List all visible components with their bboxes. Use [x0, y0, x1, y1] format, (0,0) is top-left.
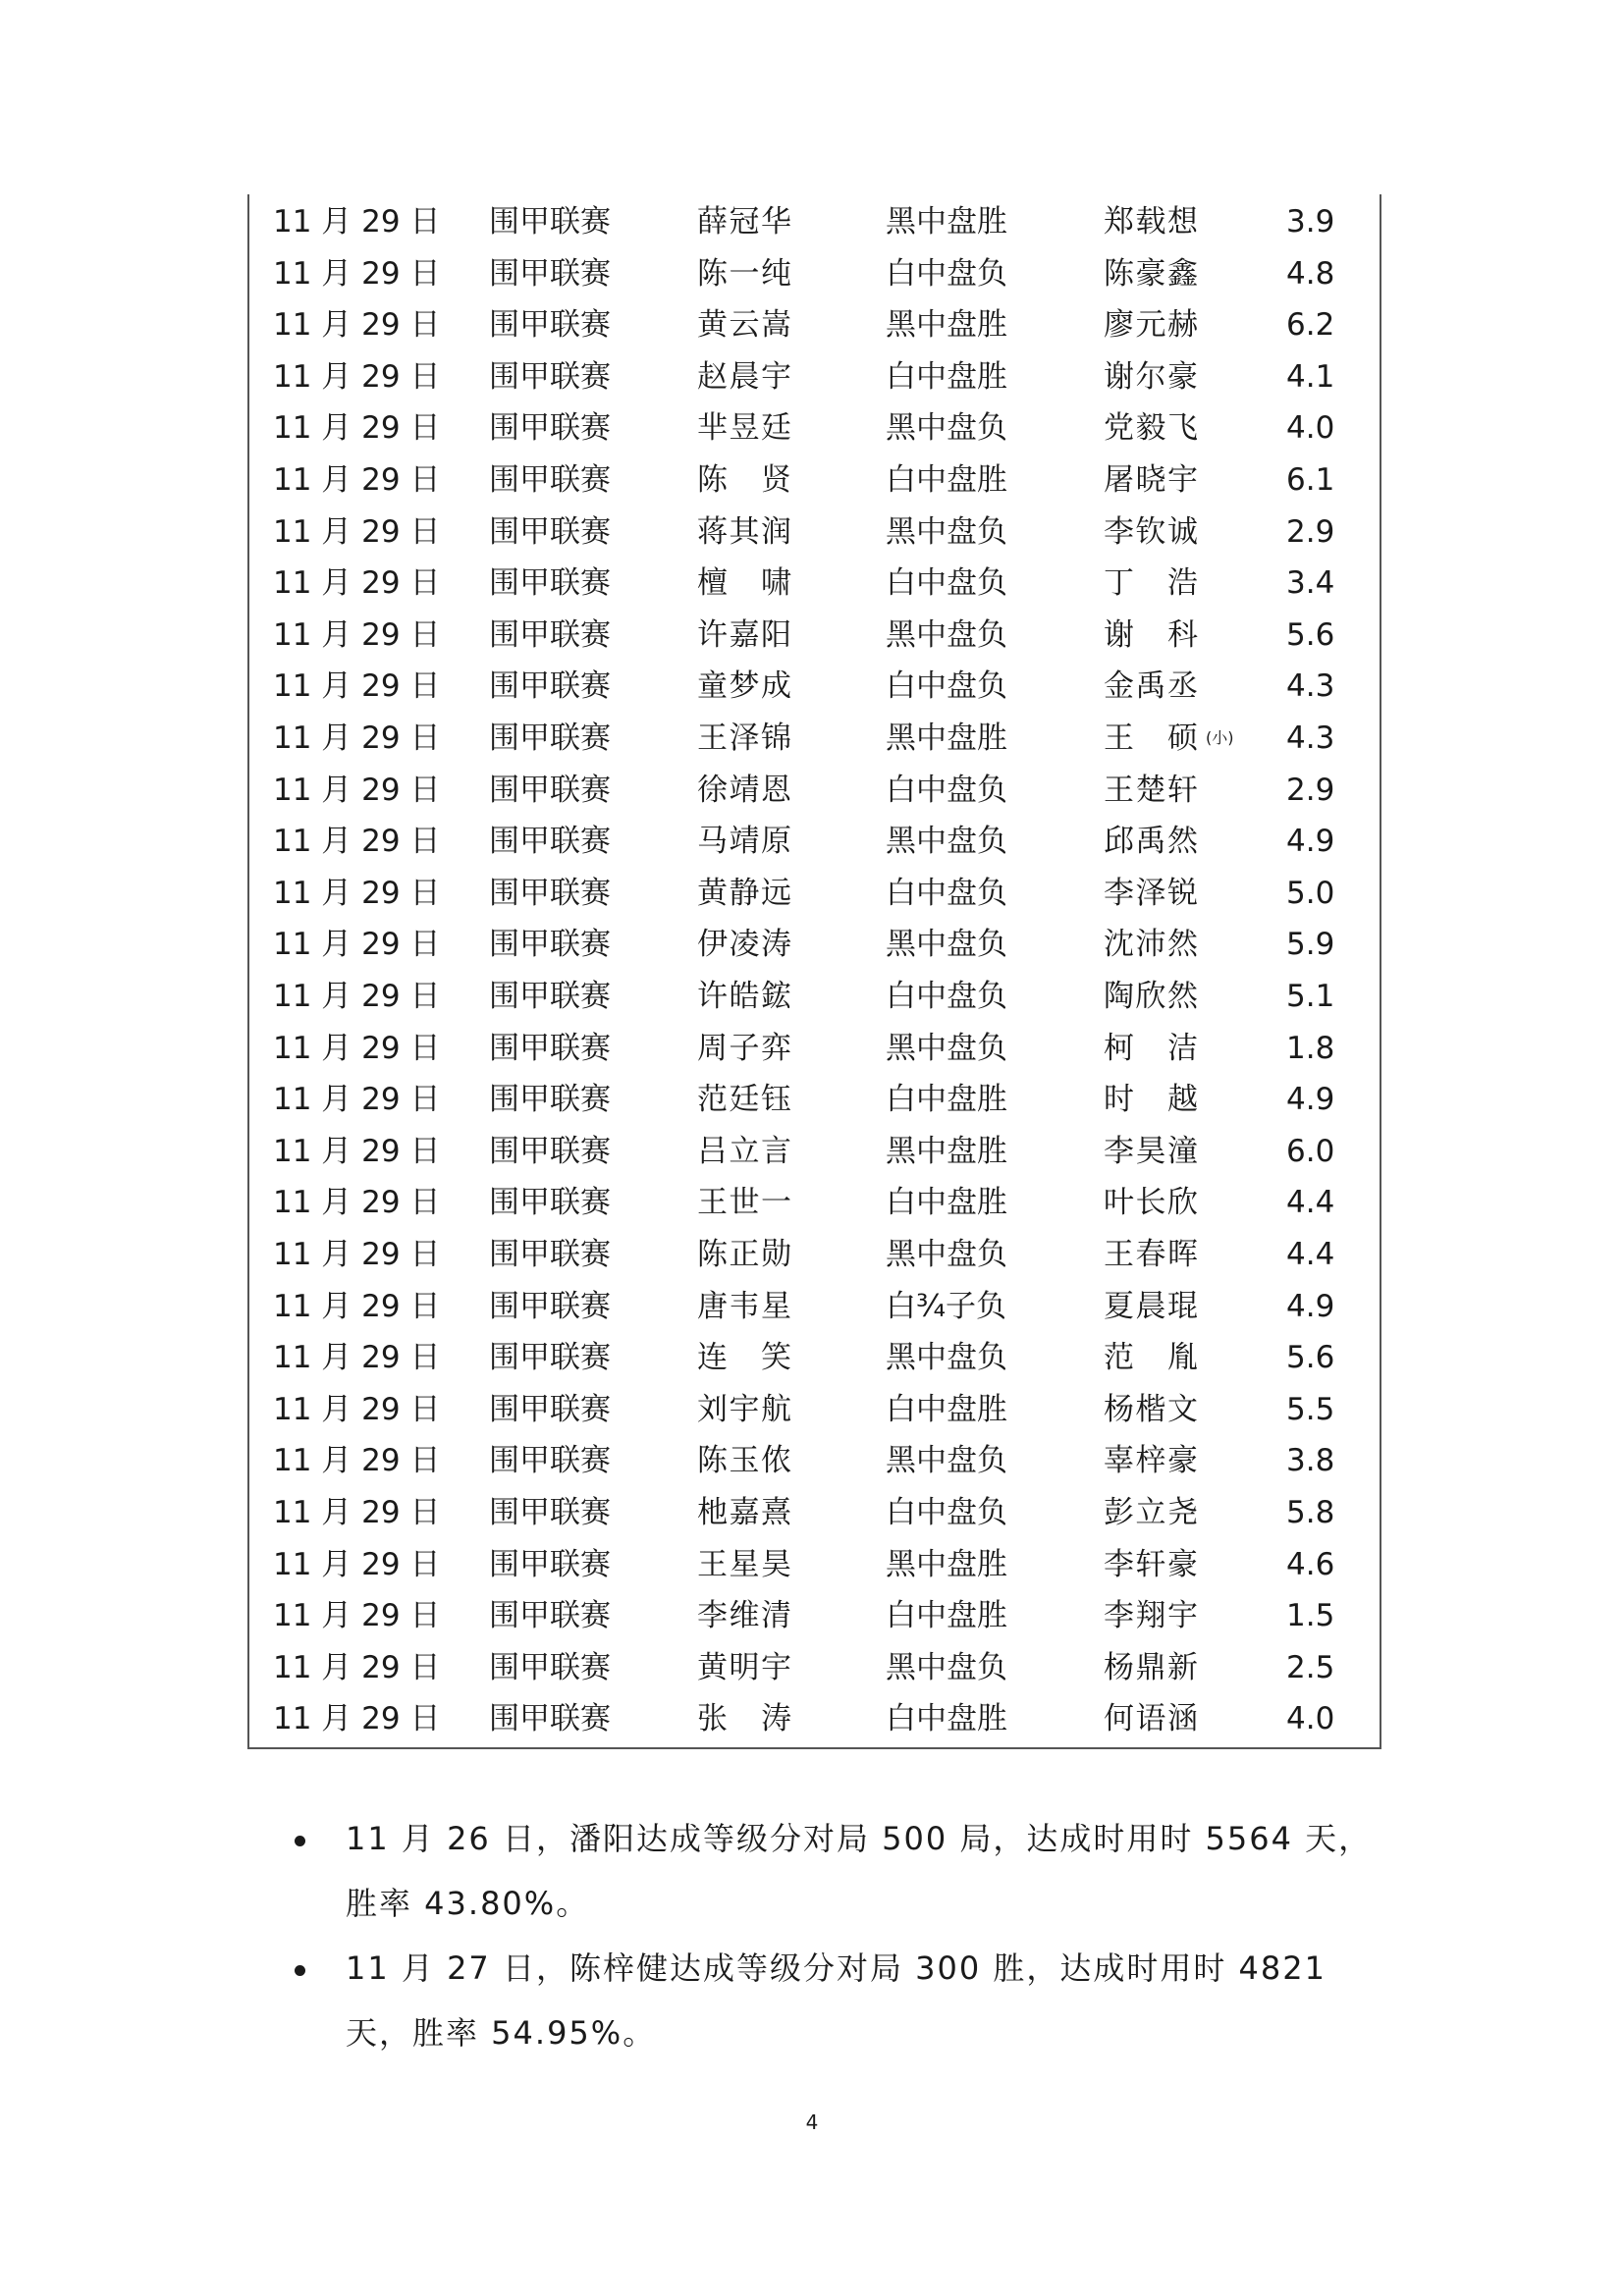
- note-item: [295, 1806, 1384, 1936]
- result-cell: 白中盘胜: [886, 1701, 1007, 1737]
- white-player-cell: 金禹丞: [1104, 668, 1198, 705]
- black-player-cell: 黄明宇: [697, 1649, 791, 1685]
- white-player-cell: 李泽锐: [1104, 875, 1198, 911]
- table-row: [249, 1435, 1380, 1487]
- date-cell: 11 月 29 日: [273, 979, 441, 1014]
- event-cell: 围甲联赛: [489, 1391, 611, 1427]
- table-row: [249, 1229, 1380, 1281]
- event-cell: 围甲联赛: [489, 565, 611, 602]
- results-table: [247, 194, 1381, 1749]
- black-player-cell: 檀啸: [697, 565, 791, 602]
- result-cell: 黑中盘胜: [886, 1133, 1007, 1169]
- black-player-cell: 唐韦星: [697, 1288, 791, 1324]
- white-player-cell: 郑载想: [1104, 204, 1198, 240]
- white-player-cell: 陶欣然: [1104, 979, 1198, 1014]
- score-cell: 2.9: [1286, 772, 1335, 808]
- event-cell: 围甲联赛: [489, 1443, 611, 1479]
- score-cell: 5.6: [1286, 1340, 1335, 1376]
- date-cell: 11 月 29 日: [273, 358, 441, 395]
- score-cell: 4.1: [1286, 358, 1335, 395]
- table-row: [249, 1642, 1380, 1694]
- score-cell: 5.1: [1286, 979, 1335, 1014]
- date-cell: 11 月 29 日: [273, 1030, 441, 1066]
- table-row: [249, 868, 1380, 920]
- event-cell: 围甲联赛: [489, 1340, 611, 1376]
- score-cell: 5.6: [1286, 616, 1335, 653]
- date-cell: 11 月 29 日: [273, 1133, 441, 1169]
- white-player-cell: 时越: [1104, 1082, 1198, 1118]
- table-row: [249, 971, 1380, 1023]
- event-cell: 围甲联赛: [489, 307, 611, 344]
- event-cell: 围甲联赛: [489, 927, 611, 963]
- event-cell: 围甲联赛: [489, 1237, 611, 1272]
- result-cell: 黑中盘负: [886, 824, 1007, 860]
- table-row: [249, 454, 1380, 507]
- result-cell: 黑中盘负: [886, 410, 1007, 447]
- score-cell: 3.9: [1286, 204, 1335, 240]
- table-row: [249, 351, 1380, 403]
- event-cell: 围甲联赛: [489, 1082, 611, 1118]
- table-row: [249, 507, 1380, 559]
- black-player-cell: 黄云嵩: [697, 307, 791, 344]
- date-cell: 11 月 29 日: [273, 1340, 441, 1376]
- event-cell: 围甲联赛: [489, 513, 611, 550]
- table-row: [249, 610, 1380, 662]
- table-row: [249, 816, 1380, 868]
- table-row: [249, 1177, 1380, 1229]
- white-player-cell: 谢科: [1104, 616, 1198, 653]
- date-cell: 11 月 29 日: [273, 1391, 441, 1427]
- date-cell: 11 月 29 日: [273, 410, 441, 447]
- table-row: [249, 1281, 1380, 1333]
- date-cell: 11 月 29 日: [273, 1082, 441, 1118]
- result-cell: 白中盘胜: [886, 1082, 1007, 1118]
- score-cell: 6.0: [1286, 1133, 1335, 1169]
- result-cell: 黑中盘负: [886, 1443, 1007, 1479]
- result-cell: 黑中盘胜: [886, 307, 1007, 344]
- white-player-cell: 夏晨琨: [1104, 1288, 1198, 1324]
- date-cell: 11 月 29 日: [273, 616, 441, 653]
- score-cell: 5.8: [1286, 1495, 1335, 1530]
- event-cell: 围甲联赛: [489, 358, 611, 395]
- score-cell: 4.3: [1286, 668, 1335, 705]
- white-player-cell: 廖元赫: [1104, 307, 1198, 344]
- white-player-cell: 杨楷文: [1104, 1391, 1198, 1427]
- black-player-cell: 周子弈: [697, 1030, 791, 1066]
- white-player-cell: 党毅飞: [1104, 410, 1198, 447]
- result-cell: 黑中盘负: [886, 616, 1007, 653]
- table-row: [249, 1384, 1380, 1436]
- date-cell: 11 月 29 日: [273, 255, 441, 292]
- table-row: [249, 299, 1380, 351]
- result-cell: 黑中盘负: [886, 927, 1007, 963]
- white-player-cell: 李钦诚: [1104, 513, 1198, 550]
- table-row: [249, 196, 1380, 248]
- date-cell: 11 月 29 日: [273, 513, 441, 550]
- white-player-cell: 李轩豪: [1104, 1546, 1198, 1582]
- result-cell: 白中盘负: [886, 668, 1007, 705]
- black-player-cell: 徐靖恩: [697, 772, 791, 808]
- black-player-cell: 刘宇航: [697, 1391, 791, 1427]
- black-player-cell: 薛冠华: [697, 204, 791, 240]
- black-player-cell: 黄静远: [697, 875, 791, 911]
- result-cell: 白中盘胜: [886, 1598, 1007, 1634]
- table-row: [249, 1332, 1380, 1384]
- event-cell: 围甲联赛: [489, 824, 611, 860]
- white-player-cell: 王硕: [1104, 721, 1198, 756]
- result-cell: 白中盘负: [886, 1495, 1007, 1530]
- score-cell: 4.4: [1286, 1237, 1335, 1272]
- black-player-cell: 李维清: [697, 1598, 791, 1634]
- score-cell: 6.1: [1286, 462, 1335, 498]
- date-cell: 11 月 29 日: [273, 204, 441, 240]
- note-item: [295, 1936, 1384, 2065]
- table-row: [249, 248, 1380, 300]
- event-cell: 围甲联赛: [489, 462, 611, 498]
- date-cell: 11 月 29 日: [273, 721, 441, 756]
- result-cell: 白中盘负: [886, 565, 1007, 602]
- table-row: [249, 713, 1380, 765]
- result-cell: 白中盘胜: [886, 462, 1007, 498]
- black-player-cell: 连笑: [697, 1340, 791, 1376]
- event-cell: 围甲联赛: [489, 1030, 611, 1066]
- black-player-cell: 陈正勋: [697, 1237, 791, 1272]
- result-cell: 黑中盘胜: [886, 721, 1007, 756]
- black-player-cell: 王世一: [697, 1185, 791, 1221]
- white-player-cell: 屠晓宇: [1104, 462, 1198, 498]
- score-cell: 4.0: [1286, 410, 1335, 447]
- event-cell: 围甲联赛: [489, 979, 611, 1014]
- event-cell: 围甲联赛: [489, 410, 611, 447]
- score-cell: 2.9: [1286, 513, 1335, 550]
- table-row: [249, 1487, 1380, 1539]
- black-player-cell: 蒋其润: [697, 513, 791, 550]
- black-player-cell: 王泽锦: [697, 721, 791, 756]
- white-player-cell: 李翔宇: [1104, 1598, 1198, 1634]
- date-cell: 11 月 29 日: [273, 668, 441, 705]
- white-player-cell: 王春晖: [1104, 1237, 1198, 1272]
- date-cell: 11 月 29 日: [273, 1546, 441, 1582]
- result-cell: 白中盘胜: [886, 1185, 1007, 1221]
- black-player-cell: 张涛: [697, 1701, 791, 1737]
- result-cell: 白¾子负: [886, 1288, 1007, 1324]
- black-player-cell: 吕立言: [697, 1133, 791, 1169]
- result-cell: 黑中盘负: [886, 1340, 1007, 1376]
- white-player-cell: 柯洁: [1104, 1030, 1198, 1066]
- result-cell: 白中盘负: [886, 875, 1007, 911]
- table-row: [249, 661, 1380, 713]
- event-cell: 围甲联赛: [489, 1701, 611, 1737]
- event-cell: 围甲联赛: [489, 1546, 611, 1582]
- white-player-cell: 彭立尧: [1104, 1495, 1198, 1530]
- score-cell: 4.9: [1286, 824, 1335, 860]
- event-cell: 围甲联赛: [489, 721, 611, 756]
- score-cell: 5.5: [1286, 1391, 1335, 1427]
- score-cell: 2.5: [1286, 1649, 1335, 1685]
- result-cell: 黑中盘负: [886, 1649, 1007, 1685]
- score-cell: 4.3: [1286, 721, 1335, 756]
- event-cell: 围甲联赛: [489, 616, 611, 653]
- score-cell: 4.9: [1286, 1082, 1335, 1118]
- date-cell: 11 月 29 日: [273, 875, 441, 911]
- white-player-cell: 辜梓豪: [1104, 1443, 1198, 1479]
- black-player-cell: 赵晨宇: [697, 358, 791, 395]
- date-cell: 11 月 29 日: [273, 824, 441, 860]
- black-player-cell: 范廷钰: [697, 1082, 791, 1118]
- date-cell: 11 月 29 日: [273, 1237, 441, 1272]
- note-text: 11 月 26 日，潘阳达成等级分对局 500 局，达成时用时 5564 天，胜率 43.80%。: [346, 1820, 1373, 1922]
- score-cell: 5.9: [1286, 927, 1335, 963]
- score-cell: 6.2: [1286, 307, 1335, 344]
- event-cell: 围甲联赛: [489, 875, 611, 911]
- score-cell: 4.6: [1286, 1546, 1335, 1582]
- table-row: [249, 1590, 1380, 1642]
- white-player-cell: 杨鼎新: [1104, 1649, 1198, 1685]
- score-cell: 5.0: [1286, 875, 1335, 911]
- table-row: [249, 1693, 1380, 1745]
- table-row: [249, 1074, 1380, 1126]
- event-cell: 围甲联赛: [489, 1649, 611, 1685]
- black-player-cell: 杝嘉熹: [697, 1495, 791, 1530]
- score-cell: 3.8: [1286, 1443, 1335, 1479]
- date-cell: 11 月 29 日: [273, 1288, 441, 1324]
- date-cell: 11 月 29 日: [273, 1598, 441, 1634]
- white-player-cell: 王楚轩: [1104, 772, 1198, 808]
- white-player-cell: 何语涵: [1104, 1701, 1198, 1737]
- date-cell: 11 月 29 日: [273, 1701, 441, 1737]
- event-cell: 围甲联赛: [489, 1133, 611, 1169]
- event-cell: 围甲联赛: [489, 255, 611, 292]
- date-cell: 11 月 29 日: [273, 462, 441, 498]
- date-cell: 11 月 29 日: [273, 1185, 441, 1221]
- black-player-cell: 马靖原: [697, 824, 791, 860]
- white-player-cell: 叶长欣: [1104, 1185, 1198, 1221]
- black-player-cell: 陈一纯: [697, 255, 791, 292]
- event-cell: 围甲联赛: [489, 1495, 611, 1530]
- bullet-icon: [295, 1836, 305, 1846]
- score-cell: 1.5: [1286, 1598, 1335, 1634]
- event-cell: 围甲联赛: [489, 204, 611, 240]
- white-player-cell: 谢尔豪: [1104, 358, 1198, 395]
- result-cell: 白中盘胜: [886, 358, 1007, 395]
- score-cell: 1.8: [1286, 1030, 1335, 1066]
- date-cell: 11 月 29 日: [273, 307, 441, 344]
- bullet-icon: [295, 1965, 305, 1976]
- notes-list: [295, 1806, 1384, 2065]
- date-cell: 11 月 29 日: [273, 1649, 441, 1685]
- score-cell: 4.8: [1286, 255, 1335, 292]
- black-player-cell: 陈玉侬: [697, 1443, 791, 1479]
- black-player-cell: 童梦成: [697, 668, 791, 705]
- result-cell: 黑中盘负: [886, 1030, 1007, 1066]
- date-cell: 11 月 29 日: [273, 565, 441, 602]
- event-cell: 围甲联赛: [489, 772, 611, 808]
- white-player-cell: 沈沛然: [1104, 927, 1198, 963]
- result-cell: 白中盘负: [886, 772, 1007, 808]
- date-cell: 11 月 29 日: [273, 1495, 441, 1530]
- result-cell: 黑中盘负: [886, 513, 1007, 550]
- score-cell: 4.0: [1286, 1701, 1335, 1737]
- event-cell: 围甲联赛: [489, 1598, 611, 1634]
- result-cell: 黑中盘负: [886, 1237, 1007, 1272]
- black-player-cell: 伊凌涛: [697, 927, 791, 963]
- event-cell: 围甲联赛: [489, 1185, 611, 1221]
- table-row: [249, 1126, 1380, 1178]
- date-cell: 11 月 29 日: [273, 772, 441, 808]
- event-cell: 围甲联赛: [489, 668, 611, 705]
- table-row: [249, 558, 1380, 610]
- note-text: 11 月 27 日，陈梓健达成等级分对局 300 胜，达成时用时 4821 天，胜率 54.95%。: [346, 1949, 1326, 2052]
- result-cell: 黑中盘胜: [886, 204, 1007, 240]
- score-cell: 3.4: [1286, 565, 1335, 602]
- date-cell: 11 月 29 日: [273, 927, 441, 963]
- result-cell: 白中盘负: [886, 255, 1007, 292]
- white-player-cell: 陈豪鑫: [1104, 255, 1198, 292]
- black-player-cell: 芈昱廷: [697, 410, 791, 447]
- result-cell: 白中盘负: [886, 979, 1007, 1014]
- table-row: [249, 919, 1380, 971]
- white-player-note: (小): [1206, 728, 1234, 747]
- white-player-cell: 李昊潼: [1104, 1133, 1198, 1169]
- white-player-cell: 邱禹然: [1104, 824, 1198, 860]
- black-player-cell: 王星昊: [697, 1546, 791, 1582]
- table-row: [249, 1023, 1380, 1075]
- result-cell: 黑中盘胜: [886, 1546, 1007, 1582]
- event-cell: 围甲联赛: [489, 1288, 611, 1324]
- date-cell: 11 月 29 日: [273, 1443, 441, 1479]
- table-row: [249, 765, 1380, 817]
- black-player-cell: 许嘉阳: [697, 616, 791, 653]
- page-number: 4: [805, 2110, 819, 2134]
- score-cell: 4.4: [1286, 1185, 1335, 1221]
- black-player-cell: 陈贤: [697, 462, 791, 498]
- table-row: [249, 1539, 1380, 1591]
- white-player-cell: 范胤: [1104, 1340, 1198, 1376]
- table-row: [249, 402, 1380, 454]
- black-player-cell: 许皓鋐: [697, 979, 791, 1014]
- result-cell: 白中盘胜: [886, 1391, 1007, 1427]
- score-cell: 4.9: [1286, 1288, 1335, 1324]
- white-player-cell: 丁浩: [1104, 565, 1198, 602]
